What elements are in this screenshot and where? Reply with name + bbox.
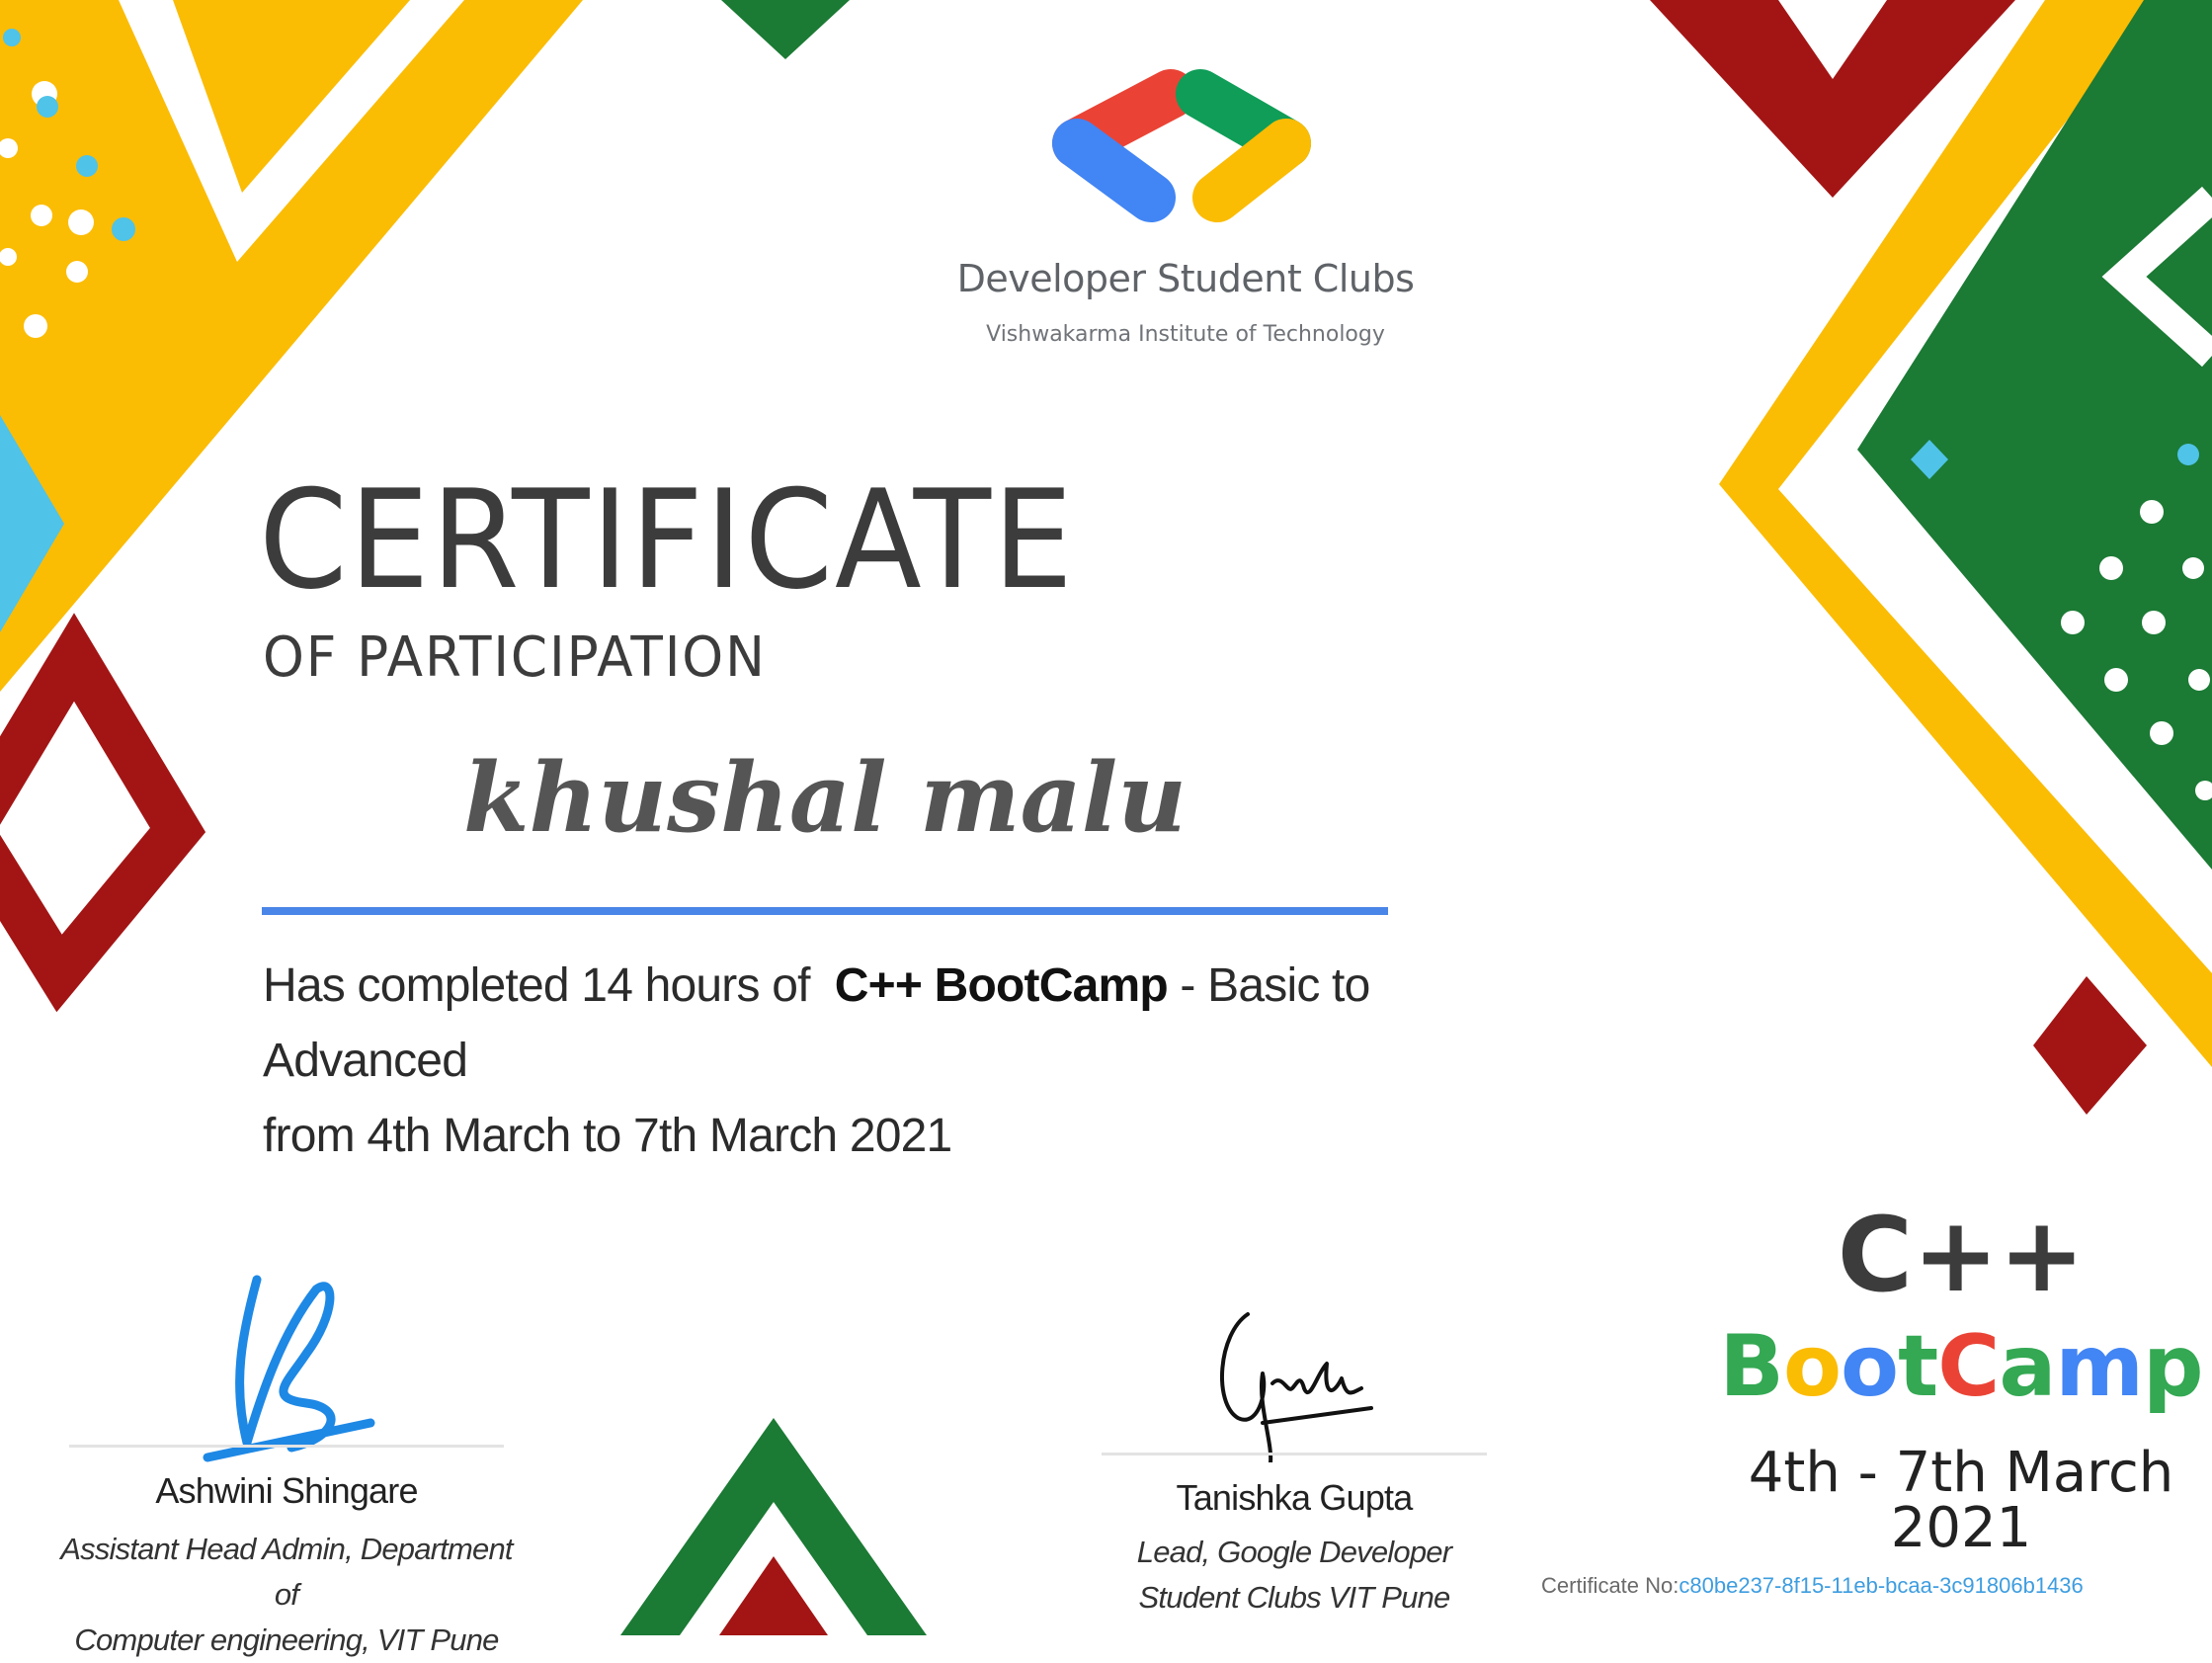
- signature-line-1: [69, 1445, 504, 1448]
- event-name-letter: o: [1841, 1317, 1899, 1416]
- signatory-2-name: Tanishka Gupta: [1176, 1477, 1413, 1518]
- developer-student-clubs-logo: [1027, 40, 1344, 257]
- recipient-name: khushal malu: [462, 742, 1188, 854]
- certificate-title: CERTIFICATE: [259, 460, 1075, 620]
- signature-tanishka-gupta: [1203, 1304, 1381, 1462]
- event-name-letter: m: [2055, 1317, 2144, 1416]
- recipient-underline: [262, 907, 1388, 915]
- completion-prefix: Has completed 14 hours of: [263, 959, 810, 1012]
- certificate-number-label: Certificate No:: [1541, 1573, 1679, 1598]
- signature-line-2: [1102, 1453, 1487, 1455]
- signatory-1-role-line1: Assistant Head Admin, Department of: [60, 1532, 513, 1612]
- signatory-2-role: [1106, 1530, 1482, 1621]
- certificate-number-value: c80be237-8f15-11eb-bcaa-3c91806b1436: [1679, 1573, 2084, 1598]
- event-name-letter: a: [1999, 1317, 2056, 1416]
- event-name-letter: B: [1719, 1317, 1783, 1416]
- signature-ashwini-shingare: [188, 1275, 385, 1472]
- event-language: C++: [1837, 1195, 2086, 1315]
- event-name: [1679, 1317, 2212, 1416]
- course-name: C++ BootCamp: [834, 959, 1168, 1012]
- event-name-letter: C: [1937, 1317, 2000, 1416]
- organization-name: Developer Student Clubs: [956, 257, 1415, 300]
- event-name-letter: t: [1898, 1317, 1938, 1416]
- signatory-2-role-line2: Student Clubs VIT Pune: [1138, 1580, 1450, 1615]
- certificate-subtitle: OF PARTICIPATION: [263, 625, 767, 690]
- event-dates: 4th - 7th March 2021: [1748, 1441, 2174, 1560]
- certificate-number: [1541, 1573, 2084, 1599]
- completion-dates: from 4th March to 7th March 2021: [263, 1110, 952, 1162]
- completion-statement: [263, 949, 1508, 1174]
- event-name-letter: o: [1782, 1317, 1842, 1416]
- event-name-letter: p: [2143, 1317, 2203, 1416]
- institute-name: Vishwakarma Institute of Technology: [986, 322, 1385, 347]
- signatory-1-name: Ashwini Shingare: [155, 1470, 418, 1511]
- signatory-1-role: [49, 1527, 524, 1663]
- signatory-1-role-line2: Computer engineering, VIT Pune: [74, 1622, 499, 1657]
- completion-suffix: - Basic to Advanced: [263, 959, 1370, 1087]
- signatory-2-role-line1: Lead, Google Developer: [1136, 1535, 1452, 1569]
